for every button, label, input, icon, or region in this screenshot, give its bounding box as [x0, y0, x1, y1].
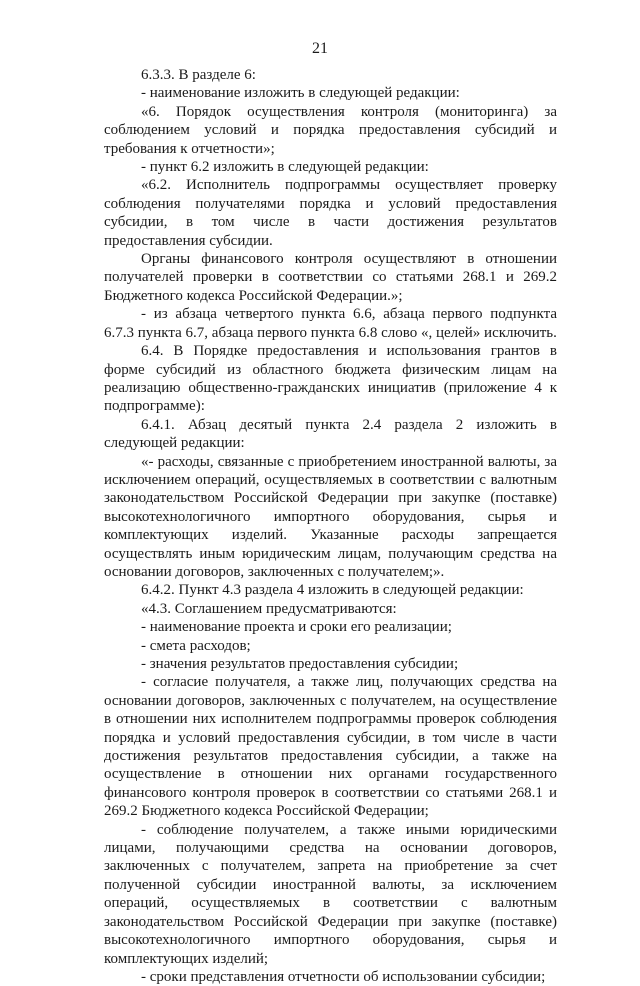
paragraph: 6.4.1. Абзац десятый пункта 2.4 раздела 2 изложить в следующей редакции: [104, 416, 557, 452]
paragraph: Органы финансового контроля осуществляют в отношении получателей проверки в соответствии со статьями 268.1 и 269.2 Бюджетного кодекса Российской Федерации.»; [104, 251, 557, 304]
paragraph: - согласие получателя, а также лиц, получающих средства на основании договоров, заключенных с получателем, на осуществление в отношении них исполнителем подпрограммы проверок соблюдения порядка и условий предоставления субсидии, в том числе в части достижения результатов предоставления субсидии, а также на осуществление в отношении них органами государственного финансового контроля проверок в соответствии со статьями 268.1 и 269.2 Бюджетного кодекса Российской Федерации; [104, 674, 557, 820]
document-body [104, 66, 557, 986]
paragraph: - пункт 6.2 изложить в следующей редакции: [141, 159, 429, 176]
paragraph: - смета расходов; [141, 637, 251, 654]
paragraph: - наименование проекта и сроки его реализации; [141, 619, 452, 636]
paragraph: «6.2. Исполнитель подпрограммы осуществляет проверку соблюдения получателями порядка и условий предоставления субсидии, в том числе в части достижения результатов предоставления субсидии. [104, 177, 557, 249]
paragraph: - соблюдение получателем, а также иными юридическими лицами, получающими средства на основании договоров, заключенных с получателем, запрета на приобретение за счет полученной субсидии иностранной валюты, за исключением операций, осуществляемых в соответствии с валютным законодательством Российской Федерации при закупке (поставке) высокотехнологичного импортного оборудования, сырья и комплектующих изделий; [104, 821, 557, 967]
paragraph: - значения результатов предоставления субсидии; [141, 656, 459, 672]
paragraph: - сроки представления отчетности об использовании субсидии; [141, 968, 546, 985]
page-number: 21 [312, 40, 328, 57]
paragraph: - из абзаца четвертого пункта 6.6, абзаца первого подпункта 6.7.3 пункта 6.7, абзаца первого пункта 6.8 слово «, целей» исключить. [104, 306, 557, 341]
paragraph: «4.3. Соглашением предусматриваются: [141, 600, 397, 617]
paragraph: «6. Порядок осуществления контроля (мониторинга) за соблюдением условий и порядка предоставления субсидий и требования к отчетности»; [104, 103, 557, 157]
paragraph: 6.3.3. В разделе 6: [141, 67, 256, 83]
paragraph: - наименование изложить в следующей редакции: [141, 85, 460, 102]
paragraph: «- расходы, связанные с приобретением иностранной валюты, за исключением операций, осуществляемых в соответствии с валютным законодательством Российской Федерации при закупке (поставке) высокотехнологичного импортного оборудования, сырья и комплектующих изделий. Указанные расходы запрещается осуществлять иным юридическим лицам, получающим средства на основании договоров, заключенных с получателем;». [104, 453, 557, 580]
paragraph: 6.4. В Порядке предоставления и использования грантов в форме субсидий из областного бюджета физическим лицам на реализацию общественно-гражданских инициатив (приложение 4 к подпрограмме): [104, 343, 557, 415]
paragraph: 6.4.2. Пункт 4.3 раздела 4 изложить в следующей редакции: [141, 582, 524, 599]
